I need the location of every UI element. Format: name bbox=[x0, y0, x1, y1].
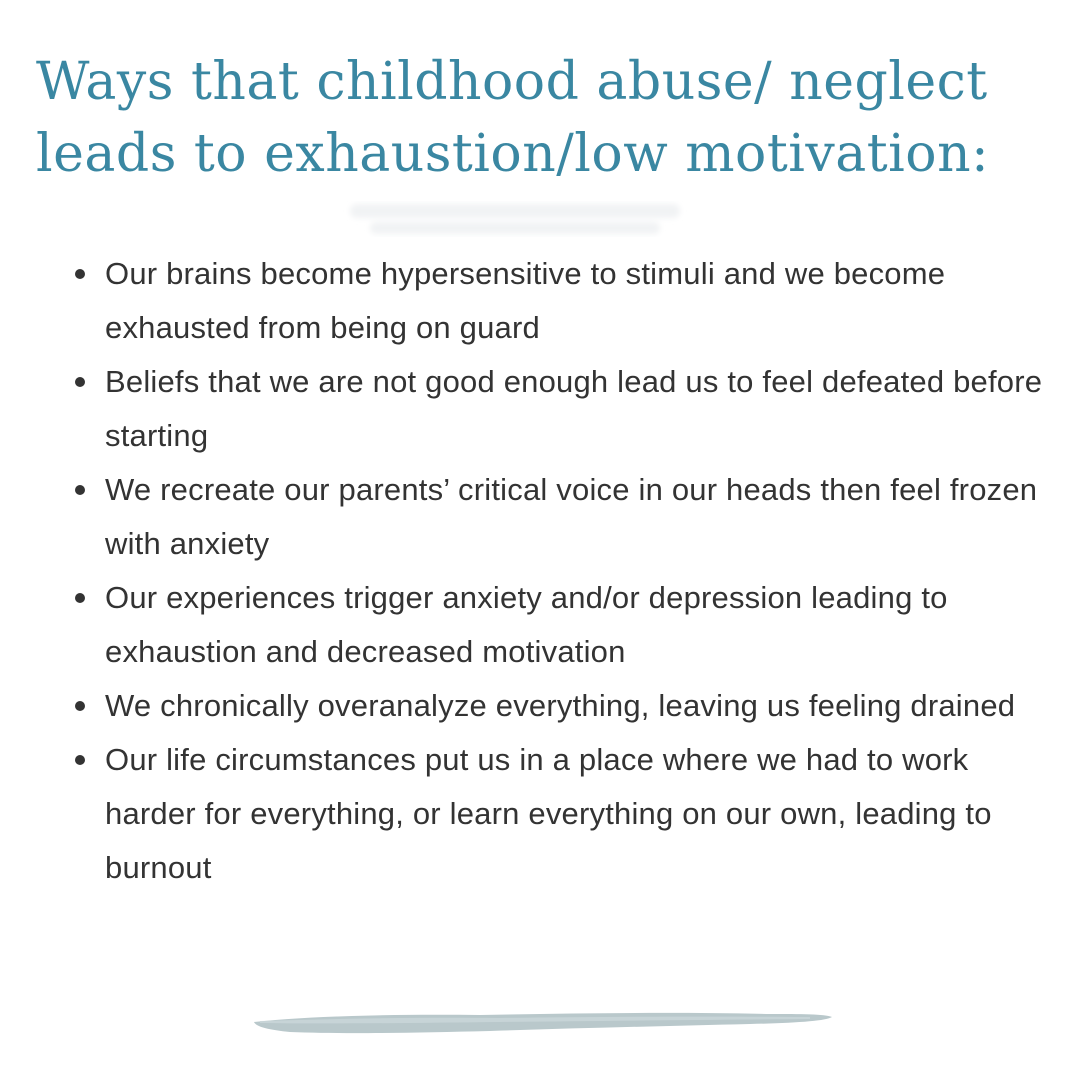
list-item bbox=[0, 247, 1080, 355]
list-item bbox=[0, 355, 1080, 463]
bullet-dot-icon bbox=[75, 701, 85, 711]
list-item bbox=[0, 733, 1080, 895]
bullet-dot-icon bbox=[75, 485, 85, 495]
bullet-text: Our life circumstances put us in a place where we had to work harder for everything, or learn everything on our own, leading to burnout bbox=[105, 742, 992, 885]
list-item bbox=[0, 463, 1080, 571]
bullet-list bbox=[0, 247, 1080, 895]
watermark-logo-icon bbox=[340, 196, 700, 244]
bullet-dot-icon bbox=[75, 755, 85, 765]
bullet-text: We recreate our parents’ critical voice in our heads then feel frozen with anxiety bbox=[105, 472, 1038, 561]
title-line-2: leads to exhaustion/low motivation: bbox=[36, 124, 990, 184]
bullet-text: Beliefs that we are not good enough lead us to feel defeated before starting bbox=[105, 364, 1043, 453]
bullet-text: Our experiences trigger anxiety and/or depression leading to exhaustion and decreased motivation bbox=[105, 580, 948, 669]
bullet-text: Our brains become hypersensitive to stimuli and we become exhausted from being on guard bbox=[105, 256, 946, 345]
page-title bbox=[36, 46, 1066, 190]
brush-stroke-divider bbox=[250, 1004, 835, 1038]
bullet-dot-icon bbox=[75, 377, 85, 387]
bullet-dot-icon bbox=[75, 269, 85, 279]
bullet-dot-icon bbox=[75, 593, 85, 603]
list-item bbox=[0, 679, 1080, 733]
list-item bbox=[0, 571, 1080, 679]
title-line-1: Ways that childhood abuse/ neglect bbox=[36, 52, 988, 112]
bullet-text: We chronically overanalyze everything, leaving us feeling drained bbox=[105, 688, 1016, 723]
